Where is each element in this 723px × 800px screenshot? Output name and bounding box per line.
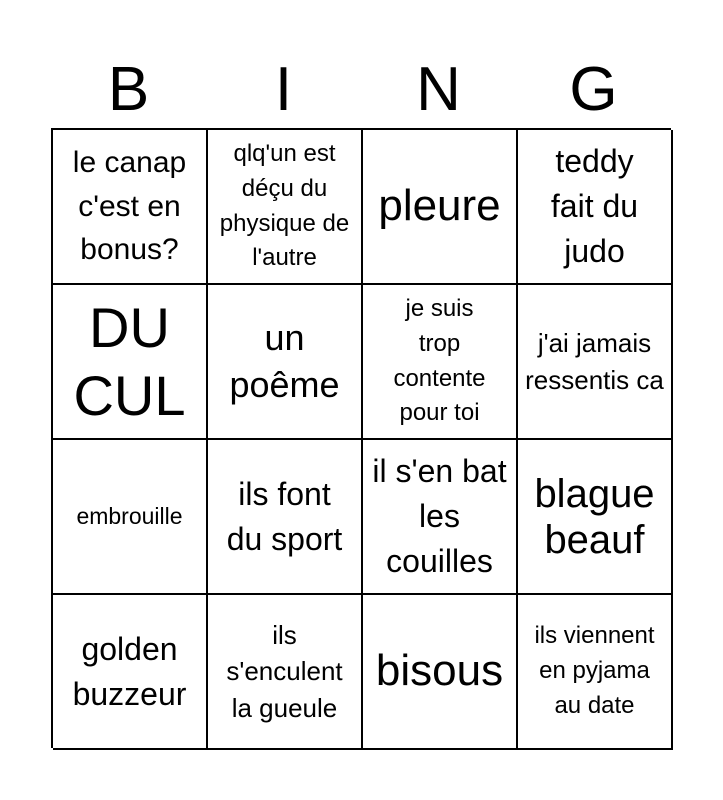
bingo-cell-text: ils viennent en pyjama au date: [534, 622, 655, 719]
bingo-cell-r1c2[interactable]: [208, 130, 363, 285]
header-letter-i: I: [274, 55, 293, 124]
bingo-cell-r4c1[interactable]: [53, 595, 208, 750]
bingo-cell-r2c2[interactable]: [208, 285, 363, 440]
bingo-cell-r2c3[interactable]: [363, 285, 518, 440]
bingo-cell-r3c4[interactable]: [518, 440, 673, 595]
bingo-cell-text: ils font du sport: [226, 475, 343, 557]
bingo-cell-text: pleure: [378, 181, 501, 231]
bingo-cell-text: le canap c'est en bonus?: [72, 146, 187, 267]
bingo-cell-text: blague beauf: [534, 471, 655, 562]
bingo-cell-r1c3[interactable]: [363, 130, 518, 285]
bingo-cell-r3c3[interactable]: [363, 440, 518, 595]
bingo-cell-r4c4[interactable]: [518, 595, 673, 750]
bingo-cell-r2c4[interactable]: [518, 285, 673, 440]
bingo-cell-r1c4[interactable]: [518, 130, 673, 285]
bingo-cell-r3c2[interactable]: [208, 440, 363, 595]
header-letter-b: B: [107, 55, 150, 124]
bingo-cell-r2c1[interactable]: [53, 285, 208, 440]
bingo-cell-text: embrouille: [76, 503, 183, 530]
bingo-cell-text: il s'en bat les couilles: [372, 453, 507, 579]
bingo-cell-text: un poême: [229, 316, 340, 405]
bingo-cell-text: bisous: [375, 646, 504, 696]
bingo-cell-text: qlq'un est déçu du physique de l'autre: [219, 139, 350, 272]
bingo-cell-text: golden buzzeur: [72, 630, 187, 712]
bingo-cell-r4c2[interactable]: [208, 595, 363, 750]
bingo-cell-text: j'ai jamais ressentis ca: [525, 328, 664, 395]
header-letter-g: G: [569, 55, 618, 124]
bingo-cell-text: teddy fait du judo: [550, 143, 639, 269]
bingo-cell-r3c1[interactable]: [53, 440, 208, 595]
bingo-header: [51, 52, 671, 128]
bingo-cell-r1c1[interactable]: [53, 130, 208, 285]
bingo-cell-text: ils s'enculent la gueule: [226, 619, 343, 723]
header-letter-n: N: [416, 55, 461, 124]
bingo-cell-text: DU CUL: [73, 296, 186, 427]
bingo-cell-text: je suis trop contente pour toi: [393, 294, 486, 427]
bingo-cell-r4c3[interactable]: [363, 595, 518, 750]
bingo-grid: [51, 128, 671, 748]
